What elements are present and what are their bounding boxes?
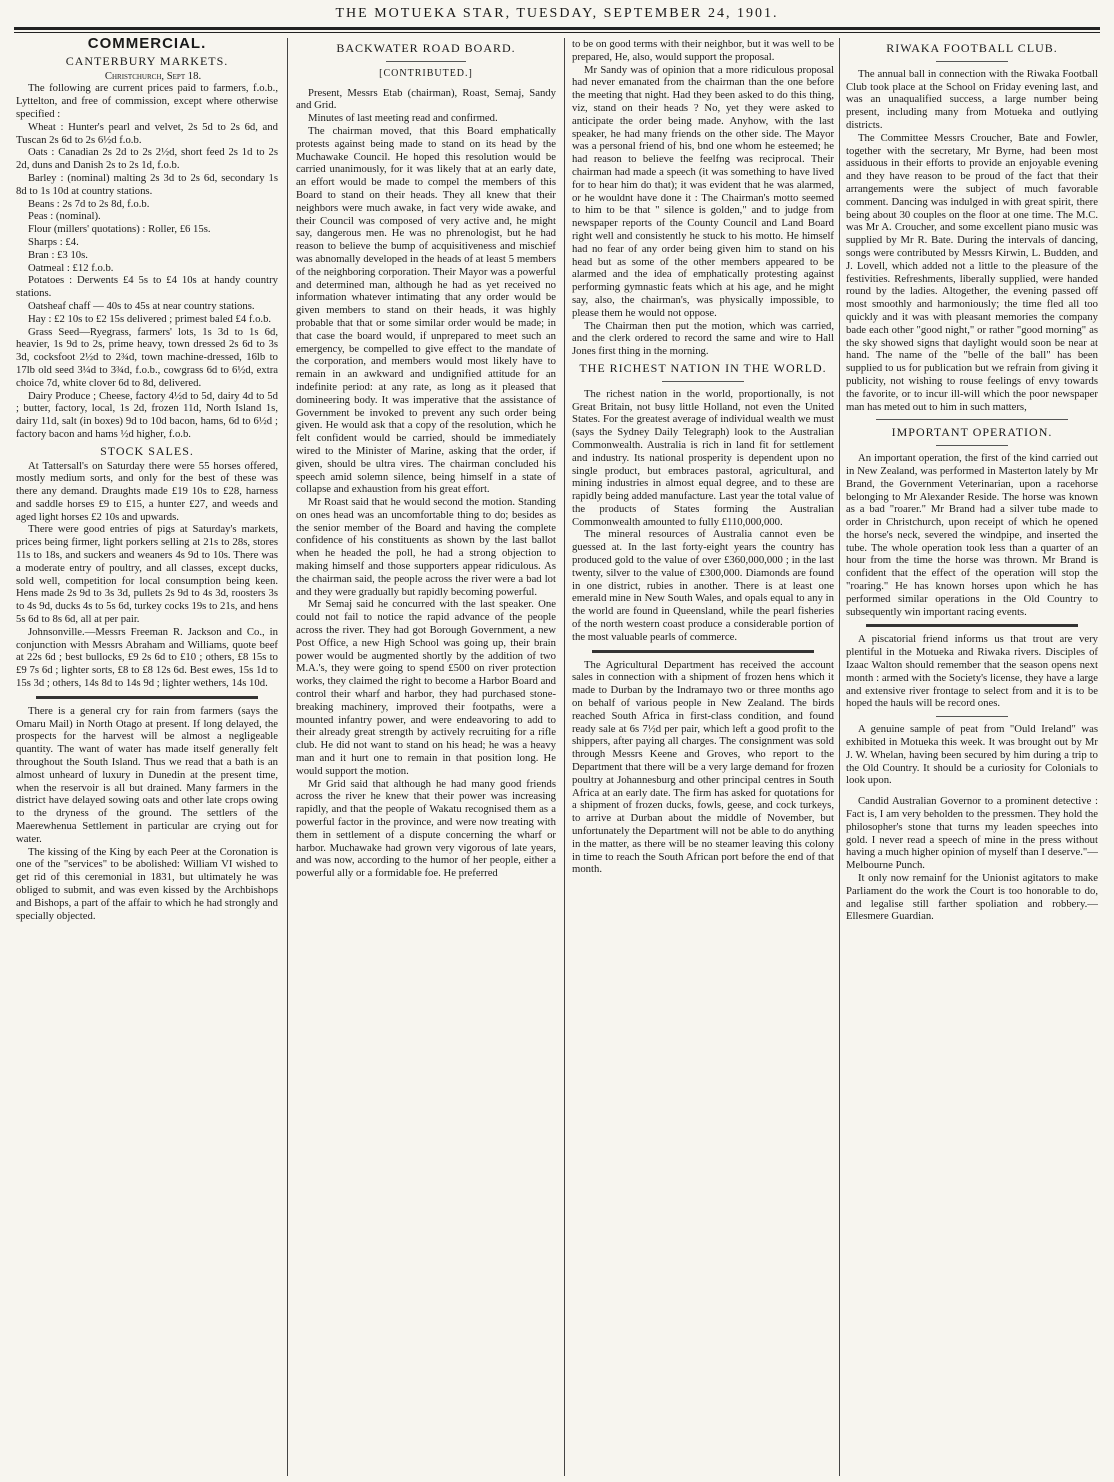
article-paragraph: Peas : (nominal).	[28, 210, 101, 223]
article-paragraph: Oatmeal : £12 f.o.b.	[28, 261, 114, 274]
article-paragraph: Oats : Canadian 2s 2d to 2s 2½d, short feed 2s 1d to 2s 2d, duns and Danish 2s to 2s 1d, f.o.b.	[16, 146, 278, 172]
article-paragraph: The richest nation in the world, proportionally, is not Great Britain, not busy little Holland, not even the United States. For the greatest average of individual wealth we must (says the Sydney Daily Telegraph) look to the Australian Commonwealth. Australia is rich in land fit for settlement and industry. Its national prosperity is dependent upon no single product, but embraces pastoral, agricultural, and mining industries in almost equal degree, and to these are rapidly being added manufacture. Last year the total value of the products of States forming the Australian Commonwealth amounted to fully £110,000,000.	[572, 387, 834, 528]
article-paragraph: There is a general cry for rain from farmers (says the Omaru Mail) in North Otago at present. If long delayed, the prospects for the harvest will be almost a negligeable quantity. The want of water has made itself generally felt throughout the South Island. Thus we read that a bath is an almost unheard of luxury in Dunedin at the present time, when the reservoir is all but drained. Many farmers in the district have delayed sowing oats and other late crops owing to the dryness of the ground. The settlers of the Maerewhenua Settlement in particular are crying out for water.	[16, 704, 278, 845]
article-paragraph: Potatoes : Derwents £4 5s to £4 10s at handy country stations.	[16, 274, 278, 300]
article-paragraph: Candid Australian Governor to a prominent detective : Fact is, I am very beholden to the pressmen. They hold the philosopher's stone that turns my leaden speeches into gold. I never read a speech of mine in the press without having a much higher opinion of myself than I deserve."—Melbourne Punch.	[846, 795, 1098, 872]
article-paragraph: The mineral resources of Australia cannot even be guessed at. In the last forty-eight years the country has produced gold to the value of over £360,000,000 ; in the last twenty, silver to the value of £300,000. Diamonds are found in one district, rubies in another. There is at least one emerald mine in New South Wales, and opals equal to any in the world are found in Queensland, while the pearl fisheries of the north western coast produce a considerable portion of the most valuable pearls of commerce.	[572, 528, 834, 643]
column-rule	[839, 38, 840, 1476]
article-paragraph: An important operation, the first of the kind carried out in New Zealand, was performed in Masterton lately by Mr Brand, the Government Veterinarian, upon a racehorse belonging to Mr Alexander Reside. The horse was known as a bad "roarer." Mr Brand had a silver tube made to order in Christchurch, upon receipt of which he opened the horse's neck, severed the windpipe, and inserted the tube. The whole operation took less than a quarter of an hour from the time the horse was thrown. Mr Brand is confident that the effect of the operation will stop the "roaring." He has known horses upon which he has performed similar operations in the Old Country to subsequently win important racing events.	[846, 452, 1098, 618]
article-paragraph: Mr Grid said that although he had many good friends across the river he knew that their power was increasing rapidly, and that the people of Wakatu recognised them as a powerful factor in the province, and were now treating with them in settlement of a dispute concerning the wharf or harbor. Muchawake had grown very vigorous of late years, and was now, according to the humor of her people, either a powerful ally or a formidable foe. He preferred	[296, 777, 556, 880]
stock-sales-heading: STOCK SALES.	[100, 443, 194, 458]
article-paragraph: Bran : £3 10s.	[28, 248, 88, 261]
column-3	[572, 38, 834, 1476]
article-paragraph: Flour (millers' quotations) : Roller, £6 15s.	[28, 223, 211, 236]
article-paragraph: The chairman moved, that this Board emphatically protests against being made to stand on its head by the Muchawake Council. He hoped this resolution would be carried unanimously, for it was likely that at an early date, an effort would be made to compel the members of this Board to stand on their heads. They all knew that their neighbors were much awake, in fact very wide awake, and their Council was composed of very active and, he might say, dangerous men. He was no phrenologist, but he had reason to believe the bump of acquisitiveness and mischief was abnomally developed in the heads of at least 5 members of the neighboring corporation. Their Mayor was a powerful and determined man, although he had as yet received no information whatever intimating that any order would be given members to stand on their heads, it was highly probable that that or some similar order would be made; in that case the board would, if unprepared to meet such an emergency, be compelled to give effect to the mandate of the corporation, and members would most likely have to remain in an awkward and undignified attitude for an indefinite period: at any rate, as long as it pleased that domineering body. It was imperative that the assistance of Government be invoked to prevent any such order being given. He would ask that a copy of the resolution, which he felt confident would be carried, should be immediately wired to the Minister of Marine, asking that the order, if given, should be ultra vires. The chairman concluded his speech amid solemn silence, being himself in a state of collapse and exhaustion from his great effort.	[296, 124, 556, 496]
article-paragraph: The annual ball in connection with the Riwaka Football Club took place at the School on Friday evening last, and was an unaqualified success, a large number being present, including many from Motueka and outlying districts.	[846, 67, 1098, 131]
column-1	[16, 38, 278, 1476]
section-divider	[866, 624, 1078, 627]
heading-rule	[936, 61, 1008, 62]
article-paragraph: Hay : £2 10s to £2 15s delivered ; primest baled £4 f.o.b.	[28, 312, 272, 325]
article-paragraph: Oatsheaf chaff — 40s to 45s at near country stations.	[28, 299, 255, 312]
section-divider	[36, 696, 258, 699]
article-paragraph: The Agricultural Department has received the account sales in connection with a shipment of frozen hens which it made to Durban by the Indramayo two or three months ago on behalf of various people in New Zealand. The birds reached South Africa in first-class condition, and found ready sale at 6s 7½d per pair, which left a good profit to the shippers, after paying all charges. The consignment was sold through Messrs Keene and Groves, who report to the Department that there will be a very large demand for frozen poultry at Johannesburg and other principal centres in South Africa at an early date. The firm has asked for quotations for a shipment of frozen ducks, fowls, geese, and cock turkeys, to arrive at Durban about the middle of November, but unfortunately the Department will not be able to do anything in the matter, as there will be no steamer leaving this colony in time to reach the South African port before the end of that month.	[572, 658, 834, 876]
masthead-rule-thin	[14, 32, 1100, 33]
article-paragraph: Minutes of last meeting read and confirmed.	[308, 112, 498, 125]
column-rule	[287, 38, 288, 1476]
column-2	[296, 38, 556, 1476]
article-paragraph: Beans : 2s 7d to 2s 8d, f.o.b.	[28, 197, 150, 210]
article-paragraph: Present, Messrs Etab (chairman), Roast, Semaj, Sandy and Grid.	[296, 86, 556, 112]
article-paragraph: There were good entries of pigs at Saturday's markets, prices being firmer, light porkers selling at 21s to 28s, stores 11s to 18s, and suckers and weaners 4s 9d to 10s. There was a moderate entry of poultry, and all classes, except ducks, sold well, competition for local consumption being keen. Hens made 2s 9d to 3s 3d, pullets 2s 9d to 4s 3d, roosters 3s to 4s 9d, ducks 4s to 5s 6d, turkey cocks 19s to 21s, and hens 5s 6d to 8s 6d, all at per pair.	[16, 523, 278, 626]
masthead: THE MOTUEKA STAR, TUESDAY, SEPTEMBER 24, 1901.	[335, 6, 779, 21]
article-paragraph: The following are current prices paid to farmers, f.o.b., Lyttelton, and free of commission, except where otherwise specified :	[16, 82, 278, 120]
dateline: Christchurch, Sept 18.	[104, 69, 202, 82]
section-divider	[876, 419, 1068, 420]
heading-rule	[936, 445, 1008, 446]
article-paragraph: The Chairman then put the motion, which was carried, and the clerk ordered to record the same and wire to Hall Jones first thing in the morning.	[572, 319, 834, 358]
heading-rule	[662, 381, 744, 382]
riwaka-heading: RIWAKA FOOTBALL CLUB.	[886, 41, 1058, 55]
richest-nation-heading: THE RICHEST NATION IN THE WORLD.	[579, 360, 827, 375]
article-paragraph: The Committee Messrs Croucher, Bate and Fowler, together with the secretary, Mr Byrne, had been most assiduous in their efforts to provide an enjoyable evening and they have reason to be proud of the fact that their arrangements were the subject of much favorable comment. Dancing was indulged in with great spirit, there being about 30 couples on the floor at one time. The M.C. was Mr A. Croucher, and some excellent piano music was supplied by Mr R. Bate. During the intervals of dancing, songs were contributed by Messrs Kirwin, L. Budden, and J. Lovell, which added not a little to the pleasure of the festivities. Refreshments, liberally supplied, were handed round by the ladies. Altogether, the evening passed off most smoothly and harmoniously; the time fled all too quickly and it was with pleasant memories the company bade each other "good night," or rather "good morning" as the sky showed signs that daylight would soon be near at hand. The name of the "belle of the ball" has been supplied to us for publication but we refrain from giving it publicity, not wishing to rouse feelings of envy towards the favorite, or to incur ill-will which the poor newspaper man has meted out to him in such matters,	[846, 131, 1098, 413]
article-paragraph: A piscatorial friend informs us that trout are very plentiful in the Motueka and Riwaka rivers. Disciples of Izaac Walton should remember that the season opens next month : armed with the Society's license, they have a large and extensive river frontage to select from and it is to be hoped the hauls will be record ones.	[846, 633, 1098, 710]
operation-heading: IMPORTANT OPERATION.	[891, 425, 1053, 440]
article-paragraph: It only now remainf for the Unionist agitators to make Parliament do the work the Court is too honorable to do, and legalise still farther spoliation and robbery.—Ellesmere Guardian.	[846, 872, 1098, 923]
contributed-label: [CONTRIBUTED.]	[379, 67, 473, 79]
masthead-rule	[14, 27, 1100, 30]
commercial-heading: COMMERCIAL.	[87, 38, 207, 52]
article-paragraph: Wheat : Hunter's pearl and velvet, 2s 5d to 2s 6d, and Tuscan 2s 6d to 2s 6½d f.o.b.	[16, 120, 278, 146]
article-paragraph: Johnsonville.—Messrs Freeman R. Jackson and Co., in conjunction with Messrs Abraham and Williams, quote beef at 22s 6d ; best bullocks, £9 2s 6d to £10 ; others, £8 15s to £9 7s 6d ; lighter sorts, £8 to £8 12s 6d. Best ewes, 15s 1d to 15s 3d ; others, 14s 8d to 14s 9d ; lighter wethers, 14s 10d.	[16, 625, 278, 690]
article-paragraph: Sharps : £4.	[28, 235, 79, 248]
article-paragraph: Mr Semaj said he concurred with the last speaker. One could not fail to notice the rapid advance of the people across the river. They had got Borough Government, a new Post Office, a new High School was going up, their brain power would be augmented shortly by the addition of two M.A.'s, they were going to spend £500 on river protection works, they claimed the right to become a Harbor Board and control their wharf and harbor, they had purchased stone-breaking machinery, improved their footpaths, were a mounted infantry power, and were endeavoring to add to their already great strength by actively recruiting for a rifle club. He did not want to stand on his head; he was a heavy man and it hurt one to remain in that position long. He would support the motion.	[296, 598, 556, 777]
article-paragraph: Dairy Produce ; Cheese, factory 4½d to 5d, dairy 4d to 5d ; butter, factory, local, 1s 2d, frozen 11d, North Island 1s, dairy 11d, salt (in boxes) 9d to 10d bacon, hams, 6d to 6½d ; factory bacon and hams ½d higher, f.o.b.	[16, 389, 278, 440]
article-paragraph: to be on good terms with their neighbor, but it was well to be prepared, He, also, would support the proposal.	[572, 38, 834, 63]
article-paragraph: Barley : (nominal) malting 2s 3d to 2s 6d, secondary 1s 8d to 1s 10d at country stations.	[16, 171, 278, 197]
canterbury-markets-heading: CANTERBURY MARKETS.	[65, 53, 229, 68]
paragraph-divider	[936, 716, 1008, 717]
article-paragraph: The kissing of the King by each Peer at the Coronation is one of the "services" to be abolished: William VI wished to get rid of this ceremonial in 1831, but ultimately he was obliged to submit, and was even kissed by the Archbishops and Bishops, a part of the affair to which he had strongly and specially objected.	[16, 845, 278, 922]
heading-rule	[386, 61, 466, 62]
backwater-heading: BACKWATER ROAD BOARD.	[336, 41, 516, 55]
article-paragraph: Mr Sandy was of opinion that a more ridiculous proposal had never emanated from the chairman than the one before the meeting that night. Had they been asked to do this thing, viz, stand on their heads ? No, yet they were asked to anticipate the order being made. Anyhow, with the last speaker, he had many friends on the other side. The Mayor was a personal friend of his, bnd one whom he esteemed; he had reason to believe the feelfng was reciprocal. Their chairman had made a speech (it was something to have lived for to hear him do that); it was evident that he was alarmed, or he wouldnt have done it : The Chairman's motto seemed to him to be that " silence is golden," and to judge from newspaper reports of the County Council and Land Board right well and consistently he stuck to his motto. He himself had no fear of any order being given him to stand on his head but as some of the other members appeared to be alarmed and the idea of emphatically protesting against performing gymnastic feats which at his age, and he might say, also, the chairman's, was physically impossible, to please them he would not oppose.	[572, 63, 834, 319]
article-paragraph: At Tattersall's on Saturday there were 55 horses offered, mostly medium sorts, and only for the best of these was there any demand. Draughts made £19 10s to £28, harness and saddle horses £9 to £15, a hunter £27, and weeds and aged light horses £2 10s and upwards.	[16, 459, 278, 523]
article-paragraph: A genuine sample of peat from "Ould Ireland" was exhibited in Motueka this week. It was brought out by Mr J. W. Whelan, having been secured by him during a trip to the Old Country. It should be a curiosity for Colonials to look upon.	[846, 723, 1098, 787]
column-4	[846, 38, 1098, 1476]
article-paragraph: Grass Seed—Ryegrass, farmers' lots, 1s 3d to 1s 6d, heavier, 1s 9d to 2s, prime heavy, town dressed 2s 6d to 3s 3d, cocksfoot 2½d to 2¾d, town machine-dressed, 16lb to 17lb old seed 3¼d to 3¾d, f.o.b., cowgrass 6d to 6½d, extra choice 7d, white clover 6d to 8d, delivered.	[16, 325, 278, 389]
column-rule	[564, 38, 565, 1476]
section-divider	[592, 650, 814, 653]
article-paragraph: Mr Roast said that he would second the motion. Standing on ones head was an uncomfortable thing to do; besides as the senior member of the Board and having the complete confidence of his constituents as shown by the last ballot when he headed the poll, he had a strong objection to making himself and those supporters appear ridiculous. As the chairman said, the people across the river were a bad lot and they were gradually but rapidly becoming powerful.	[296, 496, 556, 598]
